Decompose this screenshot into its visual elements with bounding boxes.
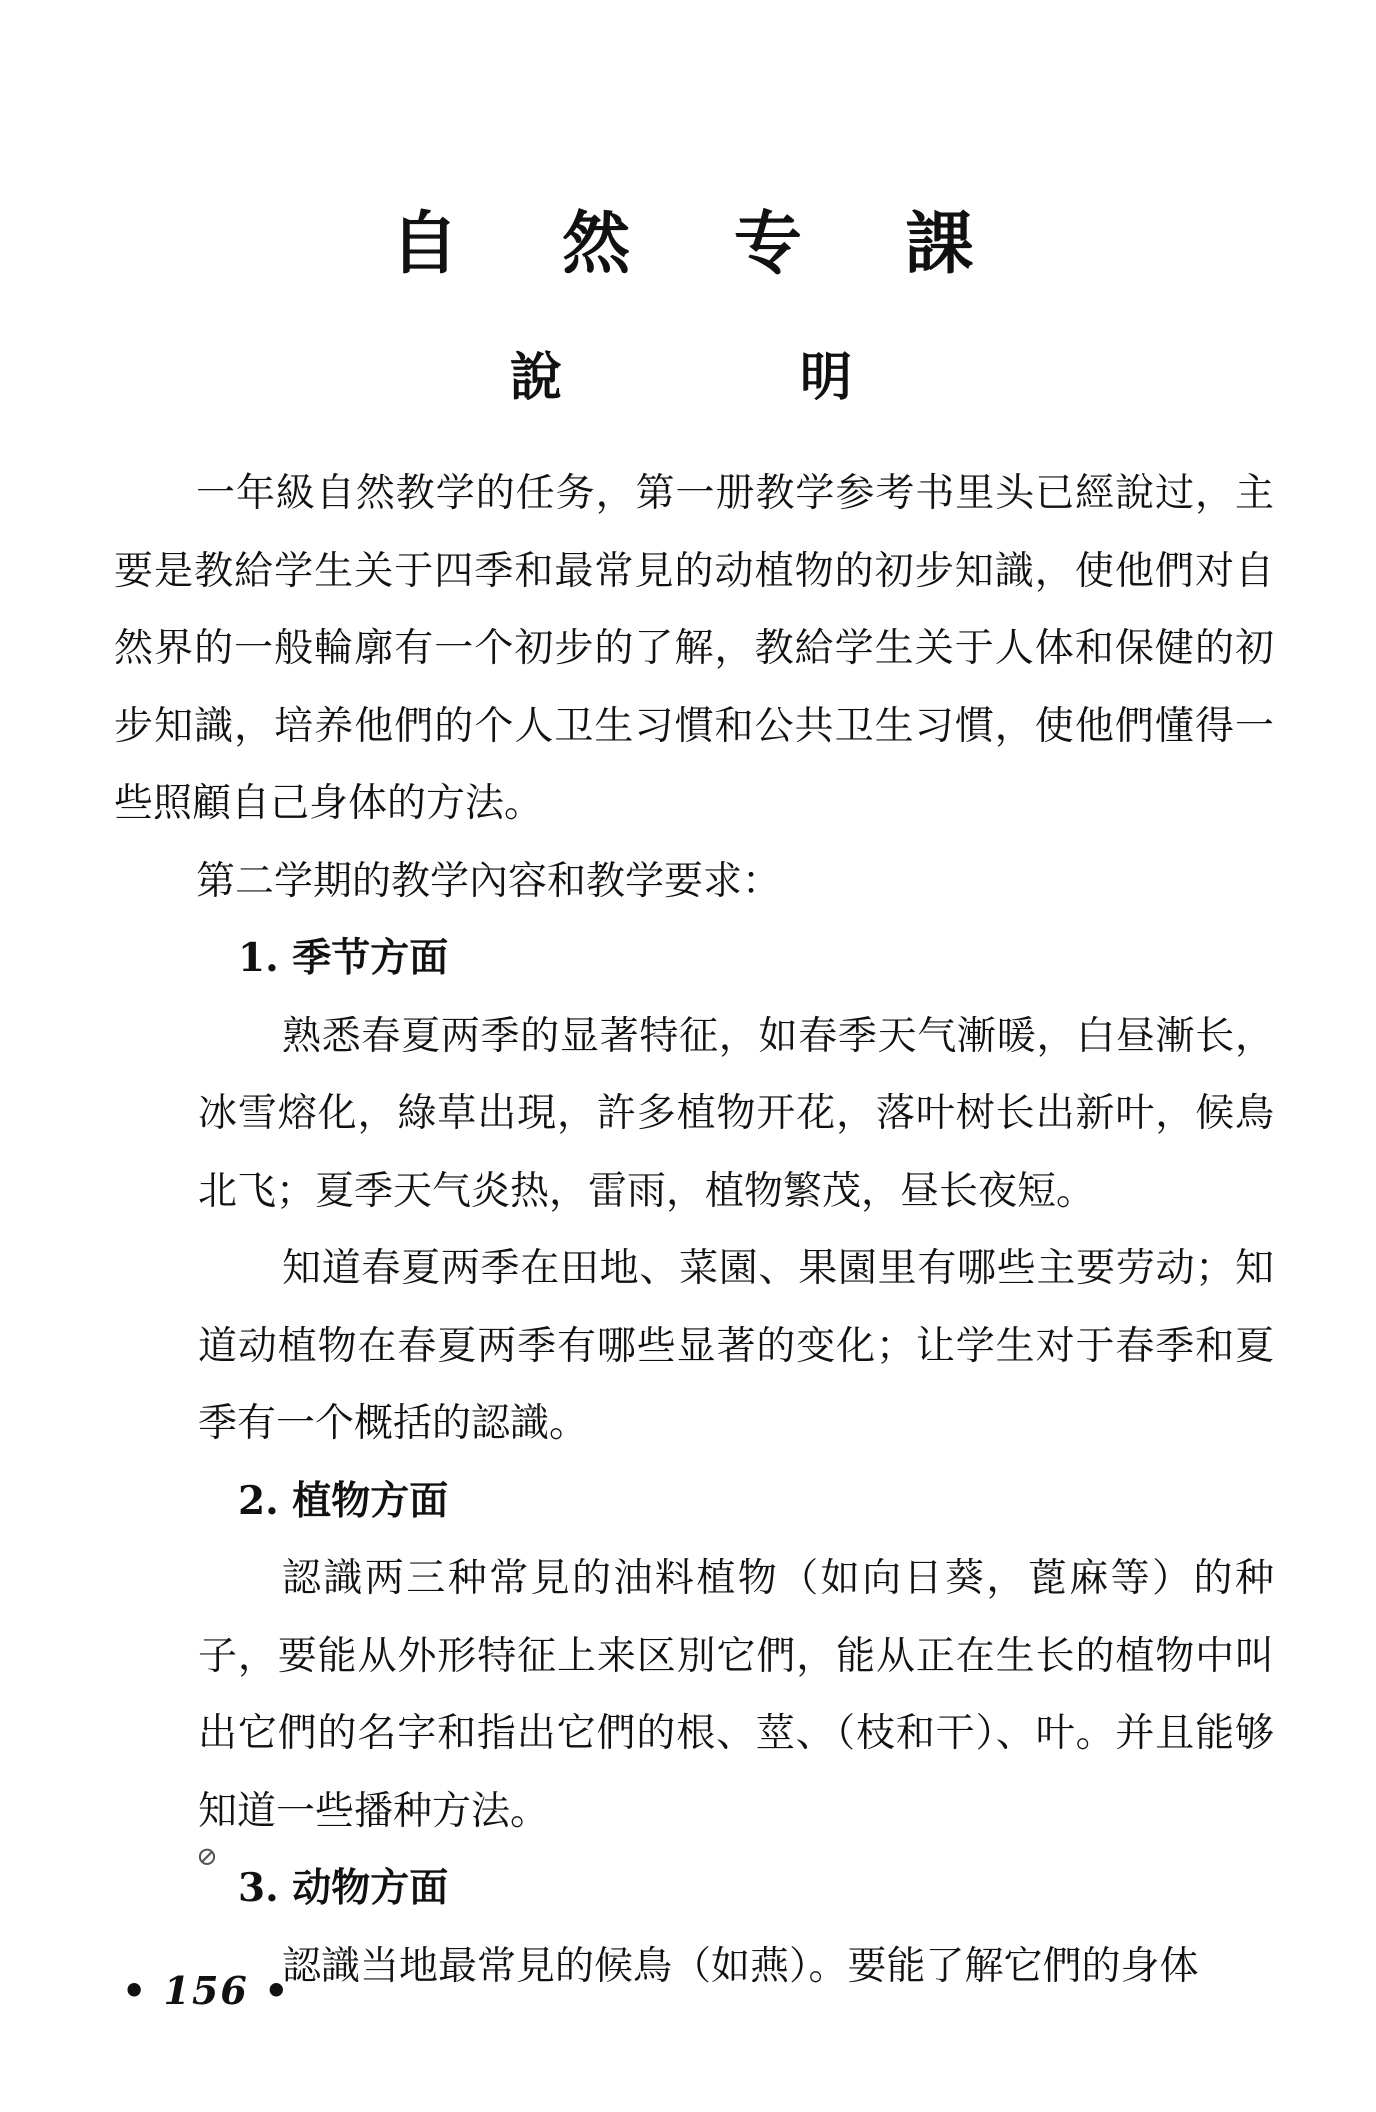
margin-mark-icon: ⊘ (196, 1842, 218, 1872)
section-seasons (114, 920, 1274, 1463)
section-paragraph: 認識当地最常見的候鳥（如燕）。要能了解它們的身体 (282, 1943, 1199, 1989)
section-heading: 2. 植物方面 (238, 1477, 449, 1524)
section-plants (114, 1463, 1274, 1851)
section-paragraph: 知道春夏两季在田地、菜園、果園里有哪些主要劳动；知道动植物在春夏两季有哪些显著的变化；让学生对于春季和夏季有一个概括的認識。 (198, 1246, 1274, 1446)
intro-paragraph: 一年級自然教学的任务，第一册教学参考书里头已經說过，主要是教給学生关于四季和最常見的动植物的初步知識，使他們对自然界的一般輪廓有一个初步的了解，教給学生关于人体和保健的初步知識，培养他們的个人卫生习慣和公共卫生习慣，使他們懂得一些照顧自己身体的方法。 (114, 471, 1274, 826)
section-heading: 3. 动物方面 (238, 1865, 449, 1911)
section-paragraph: 熟悉春夏两季的显著特征，如春季天气漸暖，白昼漸长，冰雪熔化，綠草出現，許多植物开花，落叶树长出新叶，候鳥北飞；夏季天气炎热，雷雨，植物繁茂，昼长夜短。 (198, 1013, 1274, 1214)
section-paragraph: 認識两三种常見的油料植物（如向日葵，蓖麻等）的种子，要能从外形特征上来区別它們，能从正在生长的植物中叫出它們的名字和指出它們的根、莖、（枝和干）、叶。并且能够知道一些播种方法。 (198, 1556, 1274, 1834)
page-title: 自 然 专 課 (390, 204, 1014, 284)
section-heading: 1. 季节方面 (238, 935, 449, 981)
page-number: • 156 • (122, 1968, 291, 2013)
body-text (114, 455, 1274, 2005)
lead-paragraph: 第二学期的教学內容和教学要求： (196, 858, 782, 904)
section-subtitle: 說 明 (509, 347, 963, 408)
